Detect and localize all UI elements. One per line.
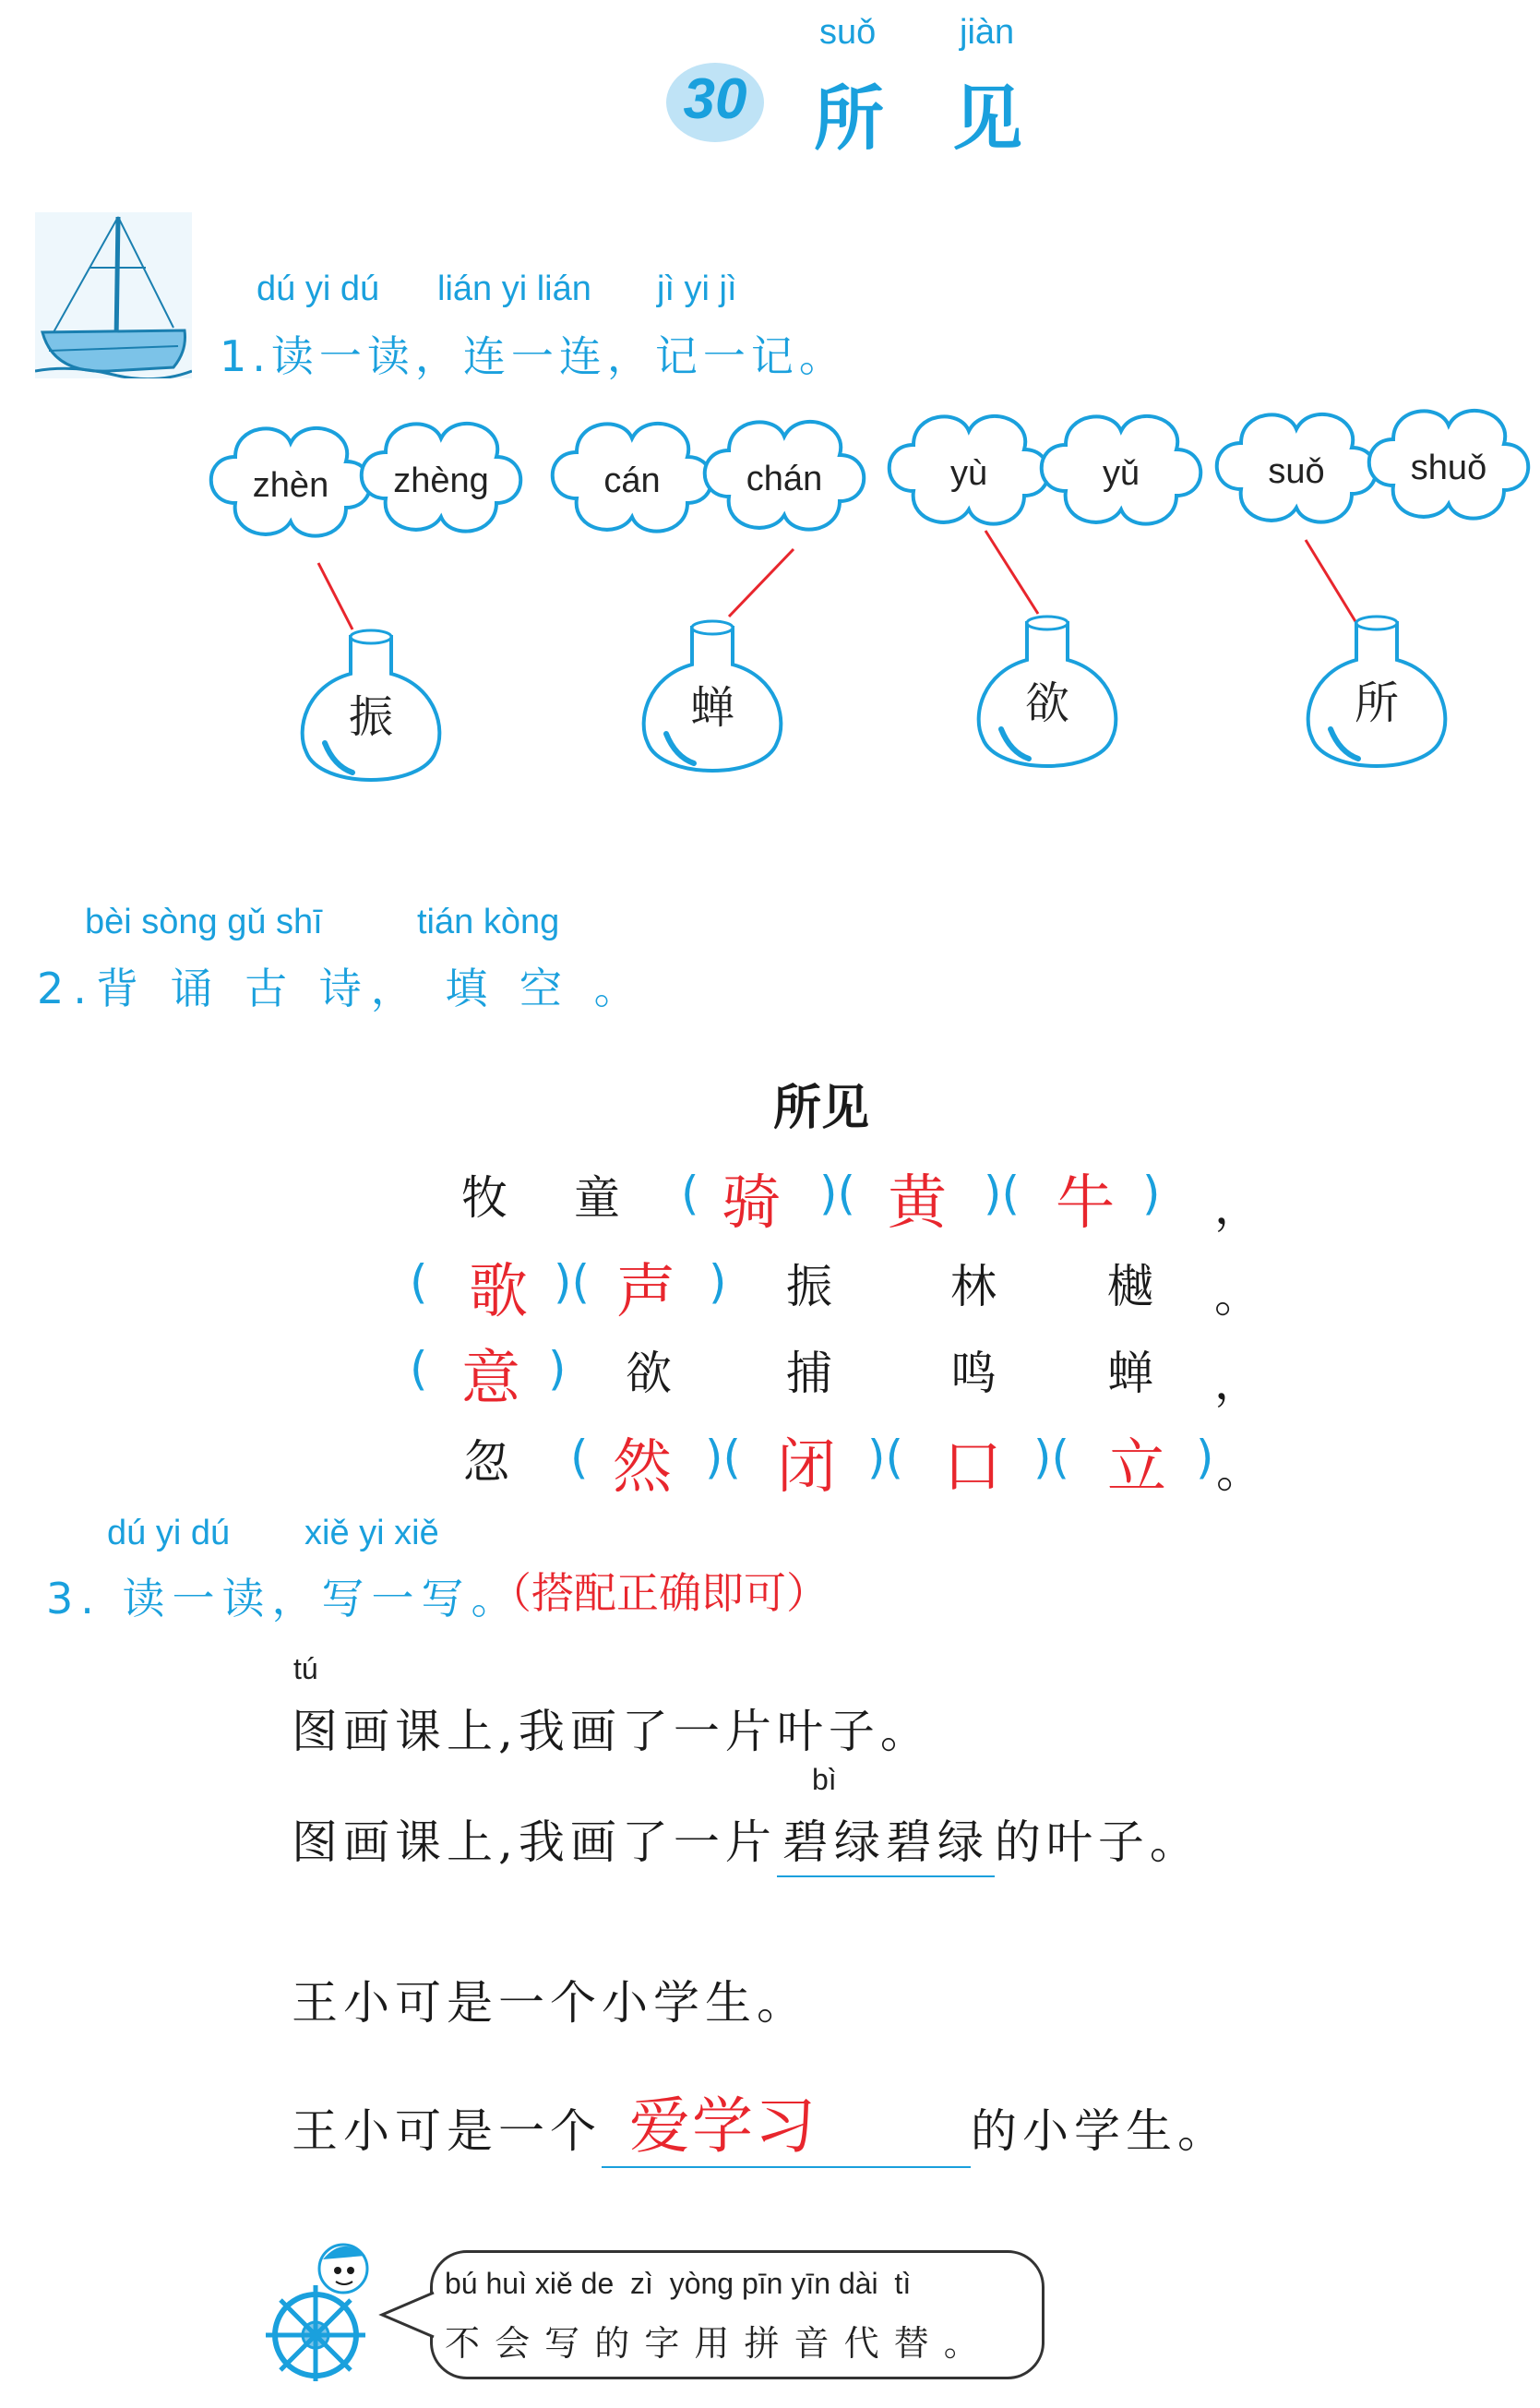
- ex2-pinyin-2: tián kòng: [417, 903, 560, 941]
- poem-char: 鸣: [950, 1347, 997, 1400]
- sentence-2: [292, 1805, 1201, 1877]
- poem-answer[interactable]: 然: [613, 1433, 672, 1502]
- flask-char: 振: [348, 691, 394, 743]
- flask-char: 蝉: [689, 682, 735, 734]
- title-char-1: 所: [814, 78, 884, 160]
- pinyin-cloud-text: yǔ: [1102, 454, 1140, 493]
- sentence-3: 王小可是一个小学生。: [292, 1976, 808, 2030]
- sailboat-icon: [35, 212, 192, 378]
- pinyin-cloud-text: cán: [603, 461, 661, 500]
- char-flask-2[interactable]: [644, 621, 782, 771]
- blank-paren: )(: [819, 1167, 856, 1220]
- poem-answer[interactable]: 骑: [722, 1169, 781, 1238]
- poem-char: 牧: [461, 1171, 507, 1225]
- blank-paren: )(: [1033, 1431, 1070, 1484]
- poem-answer[interactable]: 声: [616, 1258, 675, 1326]
- ex3-heading: 3. 读一读，写一写。: [46, 1574, 521, 1623]
- poem-answer[interactable]: 立: [1107, 1433, 1166, 1502]
- sentence-2-before: 图画课上,我画了一片: [292, 1815, 777, 1869]
- char-flask-3[interactable]: [979, 617, 1116, 766]
- poem-char: 蝉: [1107, 1347, 1153, 1400]
- blank-paren: (: [681, 1167, 699, 1220]
- pinyin-cloud-text: shuǒ: [1410, 449, 1487, 487]
- pinyin-tip-bi: bì: [812, 1763, 837, 1796]
- ex2-heading: 2.背 诵 古 诗， 填 空 。: [37, 964, 646, 1013]
- bubble-tail: [378, 2289, 436, 2344]
- poem-answer[interactable]: 歌: [469, 1258, 528, 1326]
- sentence-4-before: 王小可是一个: [292, 2104, 602, 2158]
- pinyin-cloud-text: zhèn: [252, 466, 329, 505]
- poem-char: 童: [574, 1171, 620, 1225]
- poem-line-1: [0, 1161, 1540, 1244]
- sentence-4: [292, 2077, 1229, 2168]
- pinyin-cloud-4[interactable]: [705, 422, 865, 530]
- ex3-pinyin-2: xiě yi xiě: [304, 1514, 439, 1552]
- poem-char: 欲: [626, 1347, 672, 1400]
- sentence-4-after: 的小学生。: [971, 2104, 1229, 2158]
- poem-punct: 。: [1214, 1269, 1260, 1323]
- ex2-pinyin-1: bèi sòng gǔ shī: [85, 903, 323, 941]
- char-flask-4[interactable]: [1308, 617, 1446, 766]
- poem-char: 振: [786, 1260, 832, 1313]
- poem-punct: ，: [1214, 1180, 1260, 1234]
- blank-paren: )(: [705, 1431, 742, 1484]
- fill-in-blank[interactable]: 碧绿碧绿: [777, 1805, 995, 1877]
- blank-paren: ): [709, 1255, 727, 1309]
- poem-line-3: [0, 1336, 1540, 1420]
- blank-paren: (: [410, 1342, 428, 1396]
- blank-paren: (: [410, 1255, 428, 1309]
- pinyin-tip-tu: tú: [293, 1652, 318, 1685]
- poem-answer[interactable]: 牛: [1056, 1169, 1115, 1238]
- ex1-pinyin-3: jì yi jì: [657, 270, 737, 308]
- blank-paren: (: [570, 1431, 589, 1484]
- flask-char: 欲: [1024, 677, 1070, 729]
- poem-line-4: [0, 1425, 1540, 1508]
- poem-char: 捕: [786, 1347, 832, 1400]
- char-flask-1[interactable]: [303, 630, 440, 780]
- pinyin-cloud-1[interactable]: [211, 428, 371, 536]
- connection-line-2: [729, 549, 794, 617]
- poem-punct: 。: [1216, 1444, 1262, 1498]
- pinyin-cloud-text: suǒ: [1268, 452, 1325, 491]
- blank-paren: ): [548, 1342, 567, 1396]
- blank-paren: )(: [554, 1255, 591, 1309]
- flask-char: 所: [1354, 677, 1400, 729]
- poem-answer[interactable]: 意: [461, 1345, 520, 1413]
- connection-line-1: [318, 563, 352, 629]
- ex1-pinyin-1: dú yi dú: [257, 270, 380, 308]
- sailor-mascot-icon: [258, 2234, 388, 2381]
- ex3-note: （搭配正确即可）: [489, 1568, 829, 1618]
- pinyin-cloud-text: zhèng: [393, 461, 489, 500]
- pinyin-cloud-3[interactable]: [553, 424, 712, 532]
- blank-paren: )(: [984, 1167, 1021, 1220]
- pinyin-cloud-5[interactable]: [889, 416, 1049, 524]
- ex1-heading: 1.读一读，连一连，记一记。: [220, 331, 847, 381]
- blank-paren: ): [1142, 1167, 1161, 1220]
- connection-line-3: [985, 531, 1038, 614]
- blank-paren: )(: [867, 1431, 904, 1484]
- title-pinyin-2: jiàn: [960, 13, 1015, 52]
- pinyin-cloud-text: chán: [746, 460, 823, 498]
- pinyin-cloud-8[interactable]: [1369, 411, 1529, 519]
- blank-paren: ): [1196, 1431, 1214, 1484]
- ex1-matching-area: [0, 388, 1540, 812]
- lesson-header: [0, 0, 1540, 160]
- fill-in-blank[interactable]: 爱学习: [602, 2077, 971, 2168]
- ex1-pinyin-2: lián yi lián: [437, 270, 591, 308]
- poem-char: 樾: [1107, 1260, 1153, 1313]
- poem-answer[interactable]: 口: [943, 1433, 1002, 1502]
- pinyin-cloud-2[interactable]: [362, 424, 521, 532]
- sentence-1: 图画课上,我画了一片叶子。: [292, 1705, 932, 1758]
- tip-pinyin: bú huì xiě de zì yòng pīn yīn dài tì: [445, 2267, 912, 2300]
- poem-title: 所见: [773, 1081, 870, 1136]
- poem-punct: ，: [1214, 1356, 1260, 1409]
- poem-answer[interactable]: 闭: [777, 1433, 836, 1502]
- title-char-2: 见: [952, 78, 1022, 160]
- pinyin-cloud-7[interactable]: [1217, 414, 1377, 522]
- ex3-pinyin-1: dú yi dú: [107, 1514, 231, 1552]
- connection-line-4: [1306, 540, 1356, 623]
- pinyin-cloud-6[interactable]: [1042, 416, 1201, 524]
- poem-line-2: [0, 1250, 1540, 1333]
- poem-answer[interactable]: 黄: [888, 1169, 947, 1238]
- lesson-number: 30: [683, 67, 747, 131]
- title-pinyin-1: suǒ: [819, 13, 877, 52]
- poem-char: 林: [950, 1260, 997, 1313]
- tip-text: 不 会 写 的 字 用 拼 音 代 替 。: [445, 2323, 981, 2364]
- poem-char: 忽: [463, 1435, 509, 1489]
- sentence-2-after: 的叶子。: [994, 1815, 1201, 1869]
- pinyin-cloud-text: yù: [949, 454, 988, 493]
